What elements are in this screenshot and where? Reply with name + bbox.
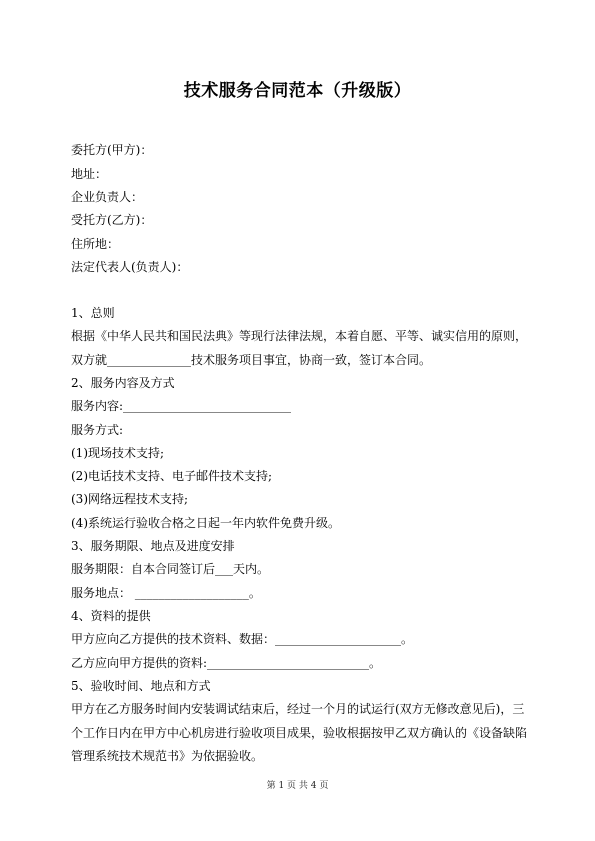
section-heading-general: 1、总则 bbox=[71, 306, 115, 320]
service-method-item-4: (4)系统运行验收合格之日起一年内软件免费升级。 bbox=[71, 516, 340, 530]
section-heading-acceptance: 5、验收时间、地点和方式 bbox=[71, 679, 211, 693]
party-b-label: 受托方(乙方)： bbox=[71, 213, 153, 227]
acceptance-paragraph-line-2: 个工作日内在甲方中心机房进行验收项目成果，验收根据按甲乙双方确认的《设备缺陷 bbox=[71, 726, 528, 740]
acceptance-paragraph-line-3: 管理系统技术规范书》为依据验收。 bbox=[71, 749, 264, 763]
service-method-item-3: (3)网络远程技术支持; bbox=[71, 492, 189, 506]
service-content-line: 服务内容:____________________________ bbox=[71, 399, 292, 413]
page-number-footer: 第 1 页 共 4 页 bbox=[266, 781, 329, 791]
section-heading-service: 2、服务内容及方式 bbox=[71, 376, 175, 390]
party-b-representative-label: 法定代表人(负责人)： bbox=[71, 260, 189, 274]
materials-party-a-line: 甲方应向乙方提供的技术资料、数据：_____________________。 bbox=[71, 632, 414, 646]
materials-party-b-line: 乙方应向甲方提供的资料:___________________________。 bbox=[71, 656, 382, 670]
general-paragraph-line-1: 根据《中华人民共和国民法典》等现行法律法规，本着自愿、平等、诚实信用的原则， bbox=[71, 329, 528, 343]
service-method-label: 服务方式: bbox=[71, 423, 124, 437]
party-b-residence-label: 住所地： bbox=[71, 237, 120, 251]
party-a-principal-label: 企业负责人： bbox=[71, 190, 144, 204]
party-a-label: 委托方(甲方)： bbox=[71, 143, 153, 157]
service-method-item-2: (2)电话技术支持、电子邮件技术支持; bbox=[71, 469, 273, 483]
acceptance-paragraph-line-1: 甲方在乙方服务时间内安装调试结束后，经过一个月的试运行(双方无修改意见后)，三 bbox=[71, 702, 525, 716]
service-location-line: 服务地点： ___________________。 bbox=[71, 586, 261, 600]
general-paragraph-line-2: 双方就______________技术服务项目事宜，协商一致，签订本合同。 bbox=[71, 353, 432, 367]
party-a-address-label: 地址： bbox=[71, 167, 108, 181]
service-method-item-1: (1)现场技术支持; bbox=[71, 446, 165, 460]
section-heading-materials: 4、资料的提供 bbox=[71, 609, 151, 623]
document-title: 技术服务合同范本（升级版） bbox=[183, 81, 412, 101]
service-term-line: 服务期限：自本合同签订后___天内。 bbox=[71, 562, 270, 576]
section-heading-term: 3、服务期限、地点及进度安排 bbox=[71, 539, 235, 553]
